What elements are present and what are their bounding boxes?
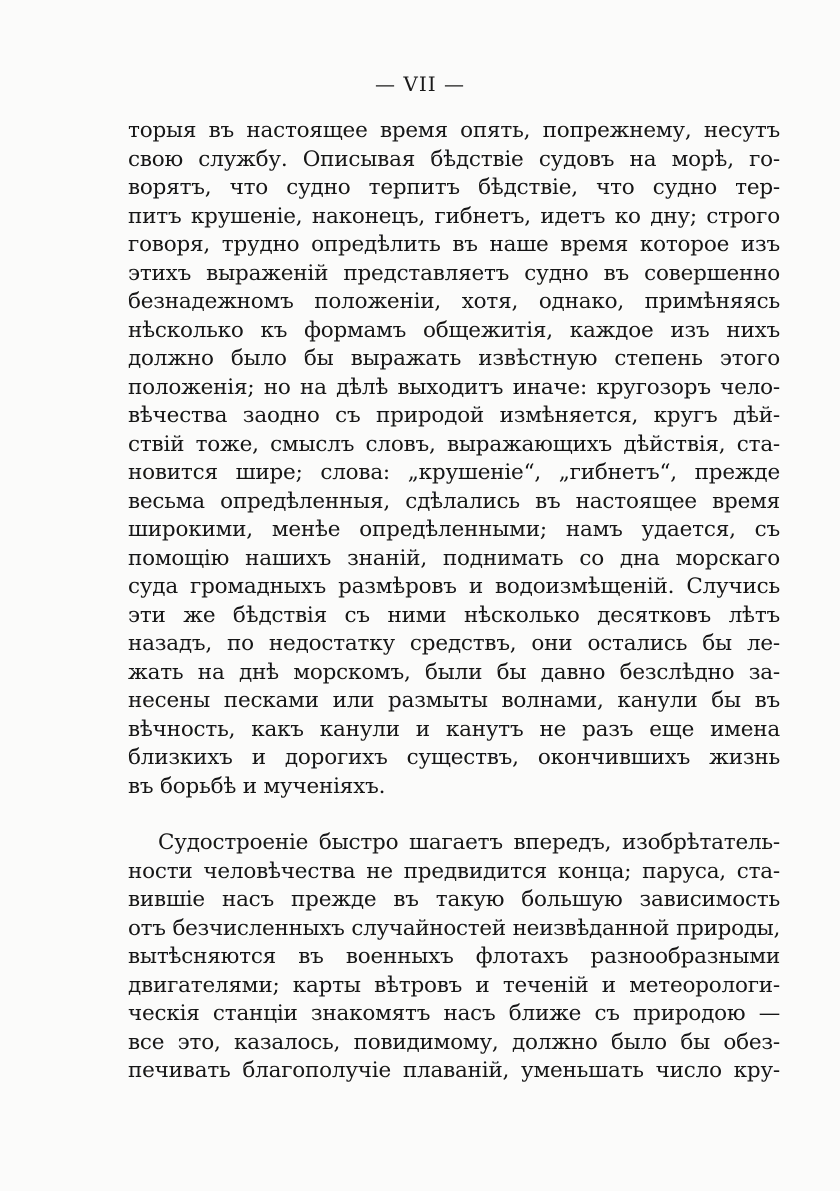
text-line: двигателями; карты вѣтровъ и теченій и метеорологи- <box>128 972 780 998</box>
text-line: вѣчества заодно съ природой измѣняется, кругъ дѣй- <box>128 403 780 428</box>
text-line: помощію нашихъ знаній, поднимать со дна морскаго <box>128 545 780 571</box>
text-line: говоря, трудно опредѣлить въ наше время которое изъ <box>128 232 780 257</box>
text-line: близкихъ и дорогихъ существъ, окончившихъ жизнь <box>128 745 780 770</box>
text-line: въ борьбѣ и мученіяхъ. <box>128 773 386 799</box>
text-line: ческія станціи знакомятъ насъ ближе съ природою — <box>128 1001 780 1026</box>
text-line: положенія; но на дѣлѣ выходитъ иначе: кругозоръ чело- <box>128 374 780 400</box>
text-line: эти же бѣдствія съ ними нѣсколько десятковъ лѣтъ <box>128 602 780 628</box>
text-line: несены песками или размыты волнами, канули бы въ <box>128 688 780 713</box>
text-line: этихъ выраженій представляетъ судно въ совершенно <box>128 260 780 286</box>
text-line: вѣчность, какъ канули и канутъ не разъ еще имена <box>128 716 780 742</box>
text-line: питъ крушеніе, наконецъ, гибнетъ, идетъ ко дну; строго <box>128 203 780 229</box>
text-line: ности человѣчества не предвидится конца; паруса, ста- <box>128 858 780 884</box>
text-line: Судостроеніе быстро шагаетъ впередъ, изобрѣтатель- <box>158 830 780 855</box>
text-line: жать на днѣ морскомъ, были бы давно безслѣдно за- <box>128 659 780 685</box>
text-line: нѣсколько къ формамъ общежитія, каждое изъ нихъ <box>128 317 780 343</box>
text-line: безнадежномъ положеніи, хотя, однако, примѣняясь <box>128 289 780 314</box>
text-line: вившіе насъ прежде въ такую большую зависимость <box>128 887 780 912</box>
paragraph-2 <box>128 829 780 1086</box>
paragraph-1 <box>128 117 780 801</box>
text-line: ворятъ, что судно терпитъ бѣдствіе, что судно тер- <box>128 175 780 200</box>
text-line: ствій тоже, смыслъ словъ, выражающихъ дѣйствія, ста- <box>128 431 780 457</box>
text-line: свою службу. Описывая бѣдствіе судовъ на морѣ, го- <box>128 146 780 172</box>
text-line: отъ безчисленныхъ случайностей неизвѣданной природы, <box>128 915 780 941</box>
text-line: назадъ, по недостатку средствъ, они остались бы ле- <box>128 631 780 656</box>
text-line: вытѣсняются въ военныхъ флотахъ разнообразными <box>128 944 780 969</box>
text-line: все это, казалось, повидимому, должно было бы обез- <box>128 1029 780 1055</box>
page-number: — VII — <box>375 72 465 96</box>
text-line: весьма опредѣленныя, сдѣлались въ настоящее время <box>128 488 780 514</box>
text-line: новится шире; слова: „крушеніе“, „гибнетъ“, прежде <box>128 460 780 485</box>
text-line: должно было бы выражать извѣстную степень этого <box>128 346 780 371</box>
text-line: суда громадныхъ размѣровъ и водоизмѣщеній. Случись <box>128 574 780 599</box>
text-line: печивать благополучіе плаваній, уменьшать число кру- <box>128 1058 780 1083</box>
text-line: широкими, менѣе опредѣленными; намъ удается, съ <box>128 517 780 542</box>
text-line: торыя въ настоящее время опять, попрежнему, несутъ <box>128 118 780 143</box>
